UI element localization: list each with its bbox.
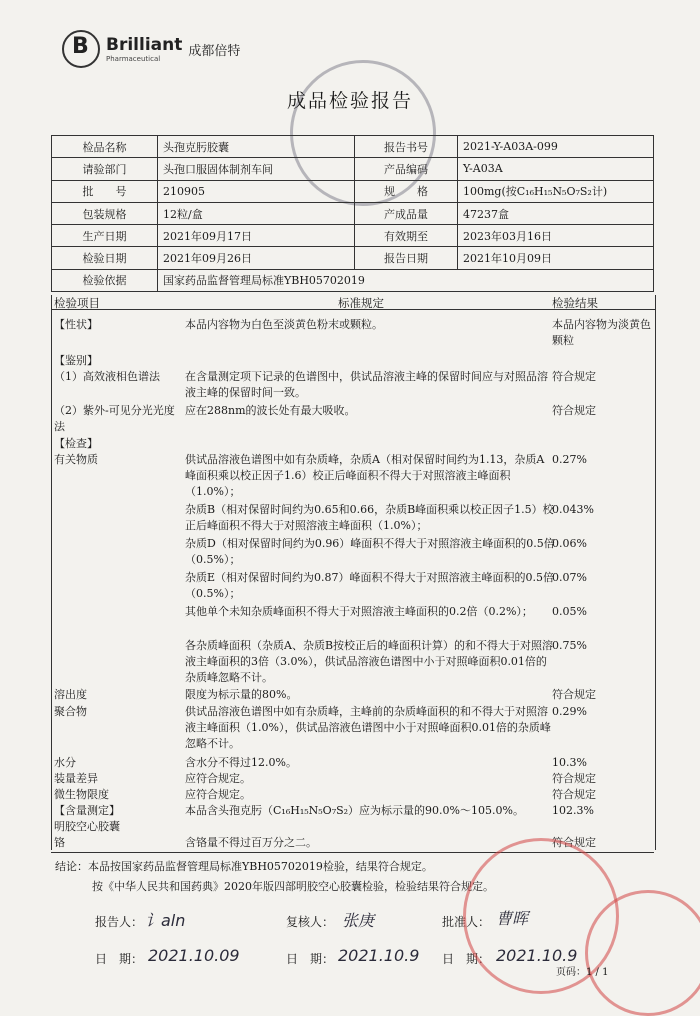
page-number: 页码：1 / 1 (556, 967, 609, 978)
reviewer-date-label: 日 期： (286, 952, 335, 966)
test-standard: 杂质D（相对保留时间约为0.96）峰面积不得大于对照溶液主峰面积的0.5倍（0.5%）； (185, 537, 555, 566)
test-item: 明胶空心胶囊 (54, 820, 120, 833)
test-standard: 供试品溶液色谱图中如有杂质峰，主峰前的杂质峰面积的和不得大于对照溶液主峰面积（1.0%），供试品溶液色谱图中小于对照峰面积0.01倍的杂质峰忽略不计。 (185, 705, 551, 750)
report-title: 成品检验报告 (286, 90, 413, 112)
test-item: 【含量测定】 (54, 804, 120, 817)
test-result: 0.043% (552, 503, 594, 516)
test-standard: 含水分不得过12.0%。 (185, 756, 297, 769)
test-standard: 限度为标示量的80%。 (185, 688, 298, 701)
conclusion-line-2: 按《中华人民共和国药典》2020年版四部明胶空心胶囊检验，检验结果符合规定。 (92, 880, 494, 893)
approver-date: 2021.10.9 (496, 946, 578, 965)
reporter-date: 2021.10.09 (148, 946, 240, 965)
test-item: 聚合物 (54, 705, 87, 718)
test-result: 符合规定 (552, 404, 596, 417)
approver-signature: 曹晖 (496, 909, 529, 928)
approver-label: 批准人： (442, 915, 491, 929)
test-result: 0.29% (552, 705, 587, 718)
tests-header-result: 检验结果 (552, 296, 598, 310)
test-standard: 其他单个未知杂质峰面积不得大于对照溶液主峰面积的0.2倍（0.2%）； (185, 605, 533, 618)
test-result: 符合规定 (552, 836, 596, 849)
test-standard: 应在288nm的波长处有最大吸收。 (185, 404, 356, 417)
reporter-signature: 讠aln (145, 911, 186, 930)
reviewer-signature: 张庚 (342, 911, 375, 930)
tests-header-item: 检验项目 (54, 296, 100, 310)
approver-date-label: 日 期： (442, 952, 491, 966)
test-standard: 各杂质峰面积（杂质A、杂质B按校正后的峰面积计算）的和不得大于对照溶液主峰面积的3倍（3.0%），供试品溶液色谱图中小于对照峰面积0.01倍的杂质峰忽略不计。 (185, 639, 554, 684)
test-result: 0.27% (552, 453, 587, 466)
test-item: （1）高效液相色谱法 (54, 370, 160, 383)
test-result: 本品内容物为淡黄色颗粒 (552, 318, 651, 347)
test-result: 102.3% (552, 804, 594, 817)
info-row: 检验依据 国家药品监督管理局标准YBH05702019 (52, 269, 654, 291)
test-result: 0.06% (552, 537, 587, 550)
brand-cn: 成都倍特 (188, 43, 241, 59)
test-standard: 供试品溶液色谱图中如有杂质峰，杂质A（相对保留时间约为1.13，杂质A峰面积乘以校正因子1.6）校正后峰面积不得大于对照溶液主峰面积（1.0%）； (185, 453, 545, 498)
brand-sub: Pharmaceutical (106, 55, 161, 63)
test-result: 10.3% (552, 756, 587, 769)
test-standard: 杂质E（相对保留时间约为0.87）峰面积不得大于对照溶液主峰面积的0.5倍（0.5%）； (185, 571, 555, 600)
company-logo (62, 30, 240, 68)
reporter-date-label: 日 期： (95, 952, 144, 966)
test-item: （2）紫外-可见分光光度法 (54, 404, 175, 433)
test-result: 0.75% (552, 639, 587, 652)
test-standard: 杂质B（相对保留时间约为0.65和0.66，杂质B峰面积乘以校正因子1.5）校正后峰面积不得大于对照溶液主峰面积（1.0%）； (185, 503, 554, 532)
test-result: 符合规定 (552, 370, 596, 383)
test-item: 装量差异 (54, 772, 98, 785)
test-item: 溶出度 (54, 688, 87, 701)
test-result: 符合规定 (552, 788, 596, 801)
test-item: 微生物限度 (54, 788, 109, 801)
test-item: 【性状】 (54, 318, 98, 331)
test-item: 【检查】 (54, 437, 98, 450)
test-standard: 应符合规定。 (185, 772, 251, 785)
test-item: 有关物质 (54, 453, 98, 466)
test-result: 符合规定 (552, 688, 596, 701)
info-row: 包装规格 12粒/盒 产成品量 47237盒 (52, 202, 654, 224)
test-result: 0.05% (552, 605, 587, 618)
tests-section (51, 295, 656, 850)
reporter-label: 报告人： (95, 915, 144, 929)
info-table (51, 135, 654, 292)
info-row: 检品名称 头孢克肟胶囊 报告书号 2021-Y-A03A-099 (52, 136, 654, 158)
test-item: 水分 (54, 756, 76, 769)
test-standard: 应符合规定。 (185, 788, 251, 801)
info-row: 生产日期 2021年09月17日 有效期至 2023年03月16日 (52, 225, 654, 247)
reviewer-label: 复核人： (286, 915, 335, 929)
test-result: 0.07% (552, 571, 587, 584)
test-result: 符合规定 (552, 772, 596, 785)
test-standard: 在含量测定项下记录的色谱图中，供试品溶液主峰的保留时间应与对照品溶液主峰的保留时间一致。 (185, 370, 548, 399)
reviewer-date: 2021.10.9 (338, 946, 420, 965)
conclusion-line-1: 结论：本品按国家药品监督管理局标准YBH05702019检验，结果符合规定。 (55, 860, 433, 873)
info-row: 批 号 210905 规 格 100mg(按C₁₆H₁₅N₅O₇S₂计) (52, 180, 654, 202)
inspection-seal-icon (585, 890, 700, 1016)
info-row: 检验日期 2021年09月26日 报告日期 2021年10月09日 (52, 247, 654, 269)
test-item: 铬 (54, 836, 65, 849)
header-divider (52, 309, 655, 310)
test-item: 【鉴别】 (54, 354, 98, 367)
brand-en: Brilliant (106, 35, 183, 55)
test-standard: 含铬量不得过百万分之二。 (185, 836, 317, 849)
test-standard: 本品含头孢克肟（C₁₆H₁₅N₅O₇S₂）应为标示量的90.0%～105.0%。 (185, 804, 524, 817)
tests-header-standard: 标准规定 (338, 296, 384, 310)
logo-mark-icon (62, 30, 100, 68)
test-standard: 本品内容物为白色至淡黄色粉末或颗粒。 (185, 318, 383, 331)
info-row: 请验部门 头孢口服固体制剂车间 产品编码 Y-A03A (52, 158, 654, 180)
